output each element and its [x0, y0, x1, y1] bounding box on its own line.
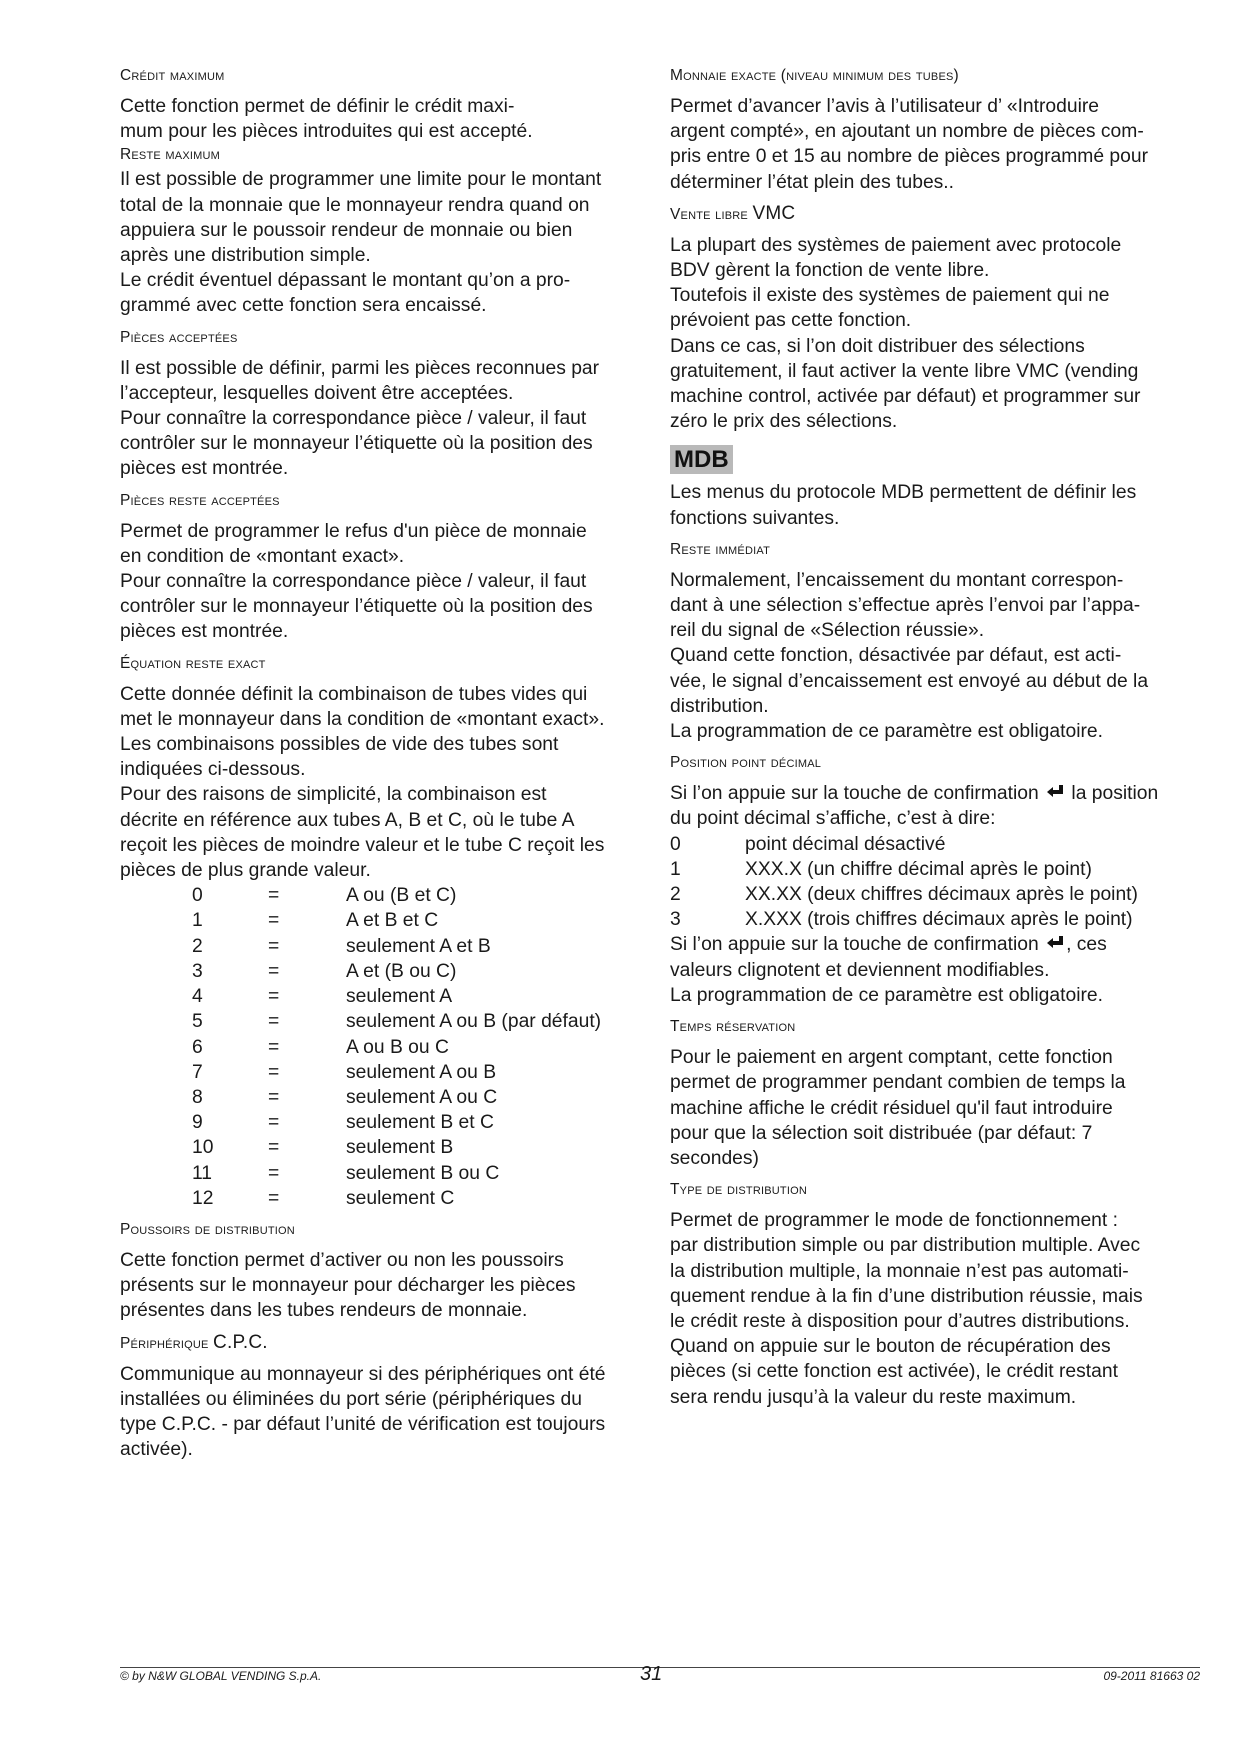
text-line: Communique au monnayeur si des périphériques ont été — [120, 1363, 606, 1385]
equation-row — [192, 1135, 601, 1160]
text-line: machine affiche le crédit résiduel qu'il faut introduire — [670, 1097, 1113, 1119]
equation-number: 3 — [192, 960, 203, 982]
section-reste-immediat — [670, 540, 1200, 744]
equals-sign: = — [268, 986, 280, 1008]
text-fragment: Si l’on appuie sur la touche de confirmation — [670, 934, 1045, 956]
equals-sign: = — [268, 960, 280, 982]
equation-number: 10 — [192, 1137, 214, 1159]
equation-number: 0 — [192, 885, 203, 907]
equation-row — [192, 1186, 601, 1211]
equation-row — [192, 908, 601, 933]
equation-row — [192, 1009, 601, 1034]
equation-value: A et B et C — [346, 910, 439, 932]
decimal-value: X.XXX (trois chiffres décimaux après le point) — [745, 909, 1133, 931]
enter-key-icon — [1044, 935, 1066, 953]
equals-sign: = — [268, 1011, 280, 1033]
equation-number: 12 — [192, 1187, 214, 1209]
heading-pieces-acceptees: Pièces acceptées — [120, 328, 238, 346]
text-line: La plupart des systèmes de paiement avec protocole — [670, 234, 1122, 256]
equation-value: A et (B ou C) — [346, 960, 457, 982]
text-line: Permet de programmer le mode de fonctionnement : — [670, 1210, 1118, 1232]
text-line: dant à une sélection s’effectue après l’envoi par l’appa- — [670, 595, 1141, 617]
text-line: Cette donnée définit la combinaison de tubes vides qui — [120, 683, 588, 705]
text-line: pièces est montrée. — [120, 458, 289, 480]
heading-pieces-reste-acceptees: Pièces reste acceptées — [120, 491, 280, 509]
decimal-number: 2 — [670, 884, 681, 906]
section-mdb — [670, 443, 1200, 530]
equation-number: 7 — [192, 1061, 203, 1083]
text-line: Le crédit éventuel dépassant le montant qu’on a pro- — [120, 270, 571, 292]
equation-number: 11 — [192, 1162, 213, 1184]
section-pieces-reste-acceptees — [120, 491, 648, 645]
heading-type-distribution: Type de distribution — [670, 1181, 807, 1199]
equation-value: A ou B ou C — [346, 1036, 449, 1058]
section-equation-reste-exact — [120, 654, 648, 1211]
heading-text: Vente libre — [670, 205, 748, 223]
text-line: décrite en référence aux tubes A, B et C, où le tube A — [120, 809, 575, 831]
equation-number: 2 — [192, 935, 203, 957]
section-vente-libre-vmc — [670, 204, 1200, 435]
decimal-number: 3 — [670, 909, 681, 931]
equation-number: 5 — [192, 1011, 203, 1033]
text-line: mum pour les pièces introduites qui est accepté. — [120, 121, 533, 143]
text-fragment: Si l’on appuie sur la touche de confirmation — [670, 783, 1045, 805]
section-credit-maximum — [120, 66, 648, 144]
heading-vente-libre-vmc — [670, 204, 1200, 225]
text-line: présentes dans les tubes rendeurs de monnaie. — [120, 1300, 528, 1322]
heading-suffix: VMC — [752, 202, 796, 224]
text-line: Dans ce cas, si l’on doit distribuer des sélections — [670, 335, 1085, 357]
text-line: pièces (si cette fonction est activée), le crédit restant — [670, 1361, 1118, 1383]
text-line: Il est possible de définir, parmi les pièces reconnues par — [120, 357, 600, 379]
equals-sign: = — [268, 1036, 280, 1058]
section-temps-reservation — [670, 1017, 1200, 1171]
equation-number: 6 — [192, 1036, 203, 1058]
equation-row — [192, 1085, 601, 1110]
text-fragment: , ces — [1066, 934, 1107, 956]
text-line: Il est possible de programmer une limite pour le montant — [120, 169, 602, 191]
text-line: Pour le paiement en argent comptant, cette fonction — [670, 1047, 1113, 1069]
equation-number: 1 — [192, 910, 203, 932]
heading-equation-reste-exact: Équation reste exact — [120, 654, 266, 672]
equation-number: 4 — [192, 986, 203, 1008]
decimal-value: XX.XX (deux chiffres décimaux après le point) — [745, 884, 1138, 906]
footer-doc-code: 09-2011 81663 02 — [1103, 1669, 1200, 1683]
text-line: machine control, activée par défaut) et programmer sur — [670, 386, 1141, 408]
text-line: le crédit reste à disposition pour d’autres distributions. — [670, 1310, 1130, 1332]
text-line: zéro le prix des sélections. — [670, 411, 898, 433]
text-fragment: la position — [1066, 783, 1159, 805]
text-line: indiquées ci-dessous. — [120, 759, 306, 781]
equation-row — [192, 1060, 601, 1085]
text-line: Quand on appuie sur le bouton de récupération des — [670, 1336, 1111, 1358]
equation-row — [192, 1110, 601, 1135]
page-number: 31 — [640, 1663, 663, 1685]
equals-sign: = — [268, 1086, 280, 1108]
equals-sign: = — [268, 935, 280, 957]
text-line: Cette fonction permet de définir le crédit maxi- — [120, 96, 515, 117]
equation-value: seulement A et B — [346, 935, 491, 957]
text-line: La programmation de ce paramètre est obligatoire. — [670, 984, 1103, 1006]
text-line: l’accepteur, lesquelles doivent être acceptées. — [120, 382, 514, 404]
section-monnaie-exacte — [670, 66, 1200, 195]
equation-number: 9 — [192, 1112, 203, 1134]
text-line: vée, le signal d’encaissement est envoyé au début de la — [670, 670, 1149, 692]
heading-peripherique-cpc — [120, 1333, 648, 1354]
section-poussoirs-distribution — [120, 1220, 648, 1324]
heading-poussoirs-distribution: Poussoirs de distribution — [120, 1220, 295, 1238]
equation-value: seulement B ou C — [346, 1162, 500, 1184]
enter-key-icon — [1044, 784, 1066, 802]
text-line: gratuitement, il faut activer la vente libre VMC (vending — [670, 360, 1139, 382]
text-line — [670, 781, 1200, 806]
text-line: total de la monnaie que le monnayeur rendra quand on — [120, 194, 590, 216]
text-line: pour que la sélection soit distribuée (par défaut: 7 — [670, 1122, 1093, 1144]
text-line: Pour des raisons de simplicité, la combinaison est — [120, 784, 547, 806]
equation-value: seulement A ou B — [346, 1061, 497, 1083]
decimal-value: point décimal désactivé — [745, 833, 946, 855]
equation-value: seulement A ou C — [346, 1086, 498, 1108]
text-line: du point décimal s’affiche, c’est à dire: — [670, 808, 996, 830]
heading-credit-maximum: Crédit maximum — [120, 67, 225, 84]
equation-table — [192, 883, 601, 1211]
text-line: Les combinaisons possibles de vide des tubes sont — [120, 734, 559, 756]
text-line: reil du signal de «Sélection réussie». — [670, 620, 985, 642]
heading-suffix: C.P.C. — [213, 1331, 268, 1353]
equals-sign: = — [268, 910, 280, 932]
text-line: reçoit les pièces de moindre valeur et le tube C reçoit les — [120, 834, 605, 856]
text-line: secondes) — [670, 1147, 759, 1169]
right-column — [670, 66, 1200, 1419]
text-line: Les menus du protocole MDB permettent de définir les — [670, 482, 1137, 504]
text-line: déterminer l’état plein des tubes.. — [670, 171, 955, 193]
text-line: Quand cette fonction, désactivée par défaut, est acti- — [670, 645, 1122, 667]
section-reste-maximum — [120, 145, 648, 318]
text-line: pris entre 0 et 15 au nombre de pièces programmé pour — [670, 146, 1149, 168]
left-column — [120, 66, 648, 1471]
section-type-distribution — [670, 1180, 1200, 1410]
equation-row — [192, 1035, 601, 1060]
equals-sign: = — [268, 1112, 280, 1134]
heading-temps-reservation: Temps réservation — [670, 1018, 796, 1036]
equation-value: seulement C — [346, 1187, 455, 1209]
text-line: Permet de programmer le refus d'un pièce de monnaie — [120, 520, 587, 542]
text-line: type C.P.C. - par défaut l’unité de vérification est toujours — [120, 1413, 606, 1435]
text-line: Cette fonction permet d’activer ou non les poussoirs — [120, 1249, 564, 1271]
text-line: contrôler sur le monnayeur l’étiquette où la position des — [120, 433, 593, 455]
decimal-value: XXX.X (un chiffre décimal après le point) — [745, 858, 1092, 880]
text-line — [670, 932, 1200, 957]
text-line: valeurs clignotent et deviennent modifiables. — [670, 959, 1050, 981]
text-line: quement rendue à la fin d’une distribution réussie, mais — [670, 1285, 1143, 1307]
equation-value: A ou (B et C) — [346, 885, 457, 907]
mdb-heading: MDB — [670, 445, 733, 474]
decimal-row — [670, 907, 1138, 932]
text-line: grammé avec cette fonction sera encaissé. — [120, 295, 487, 317]
text-line: en condition de «montant exact». — [120, 545, 405, 567]
heading-monnaie-exacte: Monnaie exacte (niveau minimum des tubes) — [670, 67, 959, 84]
equation-row — [192, 883, 601, 908]
text-line: Toutefois il existe des systèmes de paiement qui ne — [670, 285, 1110, 307]
decimal-table — [670, 832, 1138, 933]
footer-copyright: © by N&W GLOBAL VENDING S.p.A. — [120, 1669, 322, 1683]
text-line: permet de programmer pendant combien de temps la — [670, 1072, 1126, 1094]
text-line: argent compté», en ajoutant un nombre de pièces com- — [670, 121, 1144, 143]
equals-sign: = — [268, 1162, 280, 1184]
equation-value: seulement B et C — [346, 1112, 494, 1134]
equation-row — [192, 934, 601, 959]
text-line: Pour connaître la correspondance pièce / valeur, il faut — [120, 408, 587, 430]
text-line: installées ou éliminées du port série (périphériques du — [120, 1388, 582, 1410]
text-line: pièces de plus grande valeur. — [120, 860, 371, 882]
equals-sign: = — [268, 1061, 280, 1083]
decimal-row — [670, 857, 1138, 882]
heading-reste-immediat: Reste immédiat — [670, 540, 770, 558]
equation-value: seulement A — [346, 986, 453, 1008]
equals-sign: = — [268, 885, 280, 907]
text-line: La programmation de ce paramètre est obligatoire. — [670, 721, 1103, 743]
text-line: après une distribution simple. — [120, 245, 371, 267]
decimal-row — [670, 882, 1138, 907]
text-line: BDV gèrent la fonction de vente libre. — [670, 260, 990, 282]
equals-sign: = — [268, 1137, 280, 1159]
equation-row — [192, 984, 601, 1009]
text-line: pièces est montrée. — [120, 621, 289, 643]
text-line: présents sur le monnayeur pour décharger les pièces — [120, 1275, 576, 1297]
equation-value: seulement B — [346, 1137, 454, 1159]
text-line: sera rendu jusqu’à la valeur du reste maximum. — [670, 1386, 1077, 1408]
text-line: prévoient pas cette fonction. — [670, 310, 912, 332]
section-position-point-decimal — [670, 753, 1200, 1008]
equation-row — [192, 1161, 601, 1186]
text-line: Permet d’avancer l’avis à l’utilisateur d’ «Introduire — [670, 96, 1100, 117]
section-peripherique-cpc — [120, 1333, 648, 1463]
equation-number: 8 — [192, 1086, 203, 1108]
text-line: activée). — [120, 1439, 193, 1461]
text-line: contrôler sur le monnayeur l’étiquette où la position des — [120, 596, 593, 618]
text-line: met le monnayeur dans la condition de «montant exact». — [120, 708, 605, 730]
decimal-number: 0 — [670, 833, 681, 855]
text-line: distribution. — [670, 695, 769, 717]
text-line: appuiera sur le poussoir rendeur de monnaie ou bien — [120, 219, 573, 241]
heading-text: Périphérique — [120, 1334, 209, 1352]
text-line: Pour connaître la correspondance pièce / valeur, il faut — [120, 571, 587, 593]
heading-reste-maximum: Reste maximum — [120, 146, 220, 164]
text-line: Normalement, l’encaissement du montant correspon- — [670, 569, 1124, 591]
heading-position-point-decimal: Position point décimal — [670, 754, 822, 772]
text-line: fonctions suivantes. — [670, 507, 840, 529]
equation-row — [192, 959, 601, 984]
decimal-row — [670, 832, 1138, 857]
text-line: la distribution multiple, la monnaie n’est pas automati- — [670, 1260, 1129, 1282]
text-line: par distribution simple ou par distribution multiple. Avec — [670, 1235, 1141, 1257]
section-pieces-acceptees — [120, 328, 648, 482]
decimal-number: 1 — [670, 858, 681, 880]
equals-sign: = — [268, 1187, 280, 1209]
equation-value: seulement A ou B (par défaut) — [346, 1011, 602, 1033]
